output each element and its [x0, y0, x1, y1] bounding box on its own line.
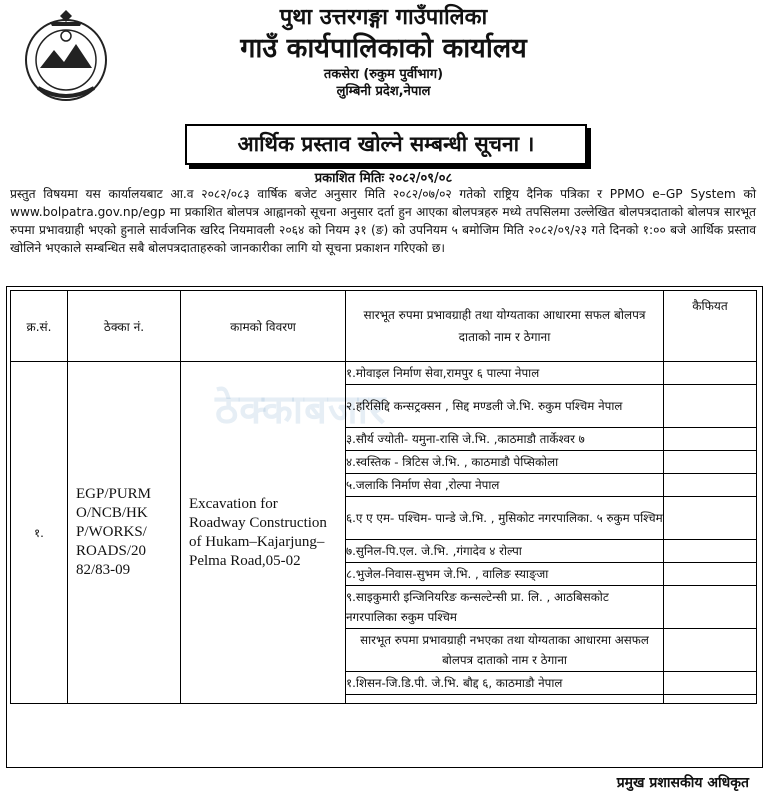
- table-header-row: [11, 291, 757, 362]
- bidder-5: ५.जलाकि निर्माण सेवा ,रोल्पा नेपाल: [346, 474, 664, 497]
- header-tender: ठेक्का नं.: [68, 291, 181, 362]
- bidder-8: ८.भुजेल-निवास-सुभम जे.भि. , वालिङ स्याङ्जा: [346, 563, 664, 586]
- bidder-3: ३.सौर्य ज्योती- यमुना-रासि जे.भि. ,काठमाडौ तार्केश्वर ७: [346, 428, 664, 451]
- office-location: तकसेरा (रुकुम पुर्वीभाग): [323, 67, 444, 82]
- office-name: गाउँ कार्यपालिकाको कार्यालय: [240, 33, 527, 64]
- header-bidders: सारभूत रुपमा प्रभावग्राही तथा योग्यताका आधारमा सफल बोलपत्र दाताको नाम र ठेगाना: [346, 291, 664, 362]
- bidder-7: ७.सुनिल-पि.एल. जे.भि. ,गंगादेव ४ रोल्पा: [346, 540, 664, 563]
- bidders-table: [10, 290, 757, 704]
- row-sn: १.: [11, 362, 68, 704]
- unsuccessful-header: सारभूत रुपमा प्रभावग्राही नभएका तथा योग्यताका आधारमा असफल बोलपत्र दाताको नाम र ठेगाना: [346, 629, 664, 672]
- tender-number: EGP/PURM O/NCB/HK P/WORKS/ ROADS/20 82/83-09: [76, 486, 152, 578]
- published-date: प्रकाशित मितिः २०८२/०९/०८: [314, 171, 453, 186]
- nepal-government-emblem-icon: [20, 8, 112, 108]
- bidder-6: ६.ए ए एम- पश्चिम- पान्डे जे.भि. , मुसिकोट नगरपालिका. ५ रुकुम पश्चिम: [346, 497, 664, 540]
- signatory-title: प्रमुख प्रशासकीय अधिकृत: [616, 775, 749, 791]
- office-heading: [120, 4, 647, 100]
- bidder-4: ४.स्वस्तिक - त्रिटिस जे.भि. , काठमाडौ पेप्सिकोला: [346, 451, 664, 474]
- bidder-1: १.मोवाइल निर्माण सेवा,रामपुर ६ पाल्पा नेपाल: [346, 362, 664, 385]
- table-row: [11, 362, 757, 385]
- work-description: Excavation for Roadway Construction of Hukam–Kajarjung–Pelma Road,05-02: [189, 495, 327, 569]
- bidder-2: २.हरिसिद्दि कन्सट्रक्सन , सिद्द मण्डली जे.भि. रुकुम पश्चिम नेपाल: [346, 385, 664, 428]
- header-sn: क्र.सं.: [11, 291, 68, 362]
- province-name: लुम्बिनी प्रदेश,नेपाल: [336, 84, 431, 99]
- unsuccessful-bidder-1: १.शिसन-जि.डि.पी. जे.भि. बौद्द ६, काठमाडौ नेपाल: [346, 672, 664, 695]
- notice-title: आर्थिक प्रस्ताव खोल्ने सम्बन्धी सूचना ।: [185, 124, 587, 165]
- watermark: ठेक्काबजार: [215, 387, 387, 433]
- header-remarks: कैफियत: [664, 291, 757, 362]
- letterhead: [0, 0, 767, 120]
- header-desc: कामको विवरण: [181, 291, 346, 362]
- notice-body: प्रस्तुत विषयमा यस कार्यालयबाट आ.व २०८२/०८३ वार्षिक बजेट अनुसार मिति २०८२/०७/०२ गतेको राष्ट्रिय दैनिक पत्रिका र PPMO e–GP System को www.bolpatra.gov.np/egp मा प्रकाशित बोलपत्र आह्वानको सूचना अनुसार दर्ता हुन आएका बोलपत्रहरु मध्ये तपसिलमा उल्लेखित बोलपत्रदाताको बोलपत्र सारभूत रुपमा प्रभावग्राही भएको हुनाले सार्वजनिक खरिद नियमावली २०६४ को नियम ३१ (ङ) को उपनियम ५ बमोजिम मिति २०८२/०९/२३ गते दिनको १:०० बजे आर्थिक प्रस्ताव खोलिने भएकाले सम्बन्धित सबै बोलपत्रदाताहरुको जानकारीका लागि यो सूचना प्रकाशन गरिएको छ।: [10, 187, 756, 255]
- municipality-name: पुथा उत्तरगङ्गा गाउँपालिका: [279, 5, 488, 30]
- bidder-9: ९.साइकुमारी इन्जिनियरिङ कन्सल्टेन्सी प्रा. लि. , आठबिसकोट नगरपालिका रुकुम पश्चिम: [346, 586, 664, 629]
